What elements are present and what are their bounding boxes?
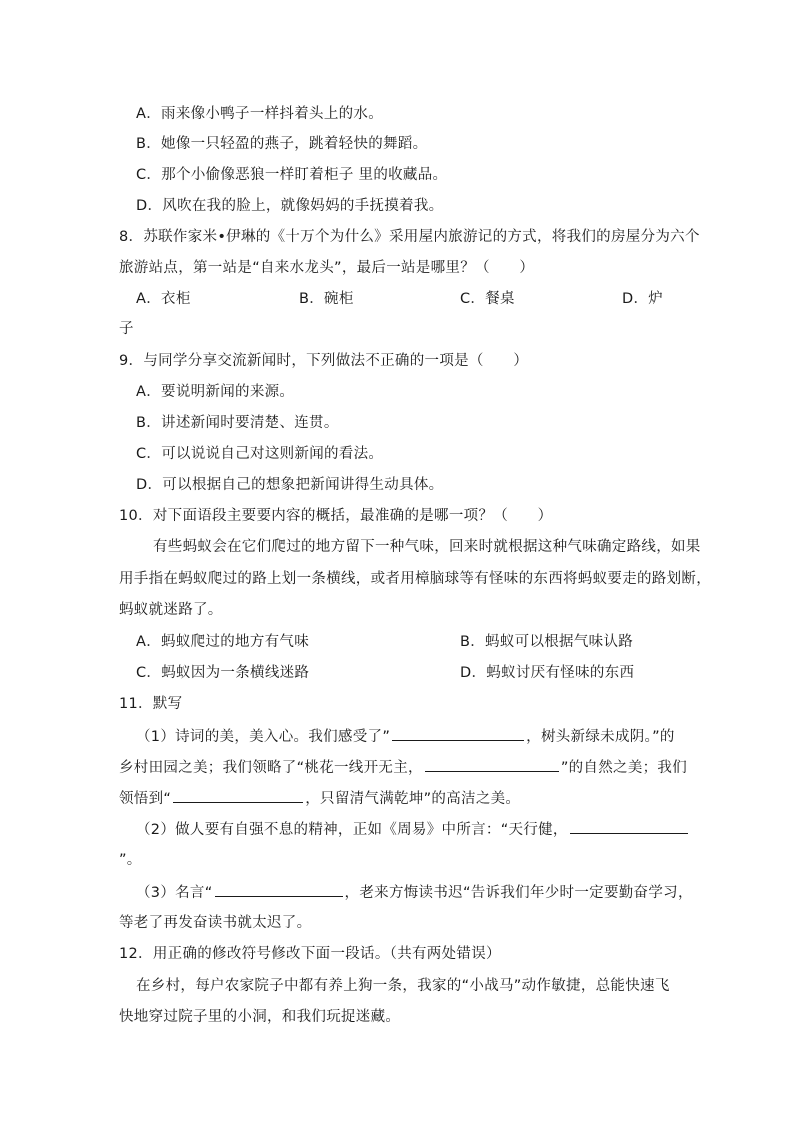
q8-option-a: A．衣柜 [136, 291, 191, 307]
q10-option-c: C．蚂蚁因为一条横线迷路 [136, 665, 310, 681]
q8-stem-line2: 旅游站点，第一站是“自来水龙头”，最后一站是哪里？（ ） [119, 260, 535, 276]
q10-option-b: B．蚂蚁可以根据气味认路 [460, 634, 634, 650]
q11-part1-text-f: ，只留清气满乾坤”的高洁之美。 [305, 791, 521, 807]
q11-part1-line1 [136, 726, 675, 747]
q11-part2-line1 [136, 819, 690, 840]
q10-option-a: A．蚂蚁爬过的地方有气味 [136, 634, 310, 650]
q10-option-d: D．蚂蚁讨厌有怪味的东西 [460, 665, 635, 681]
q7-option-a: A．雨来像小鸭子一样抖着头上的水。 [136, 106, 384, 122]
q11-blank-3[interactable] [173, 788, 303, 803]
q11-part3-line1 [136, 882, 693, 903]
q10-stem: 10．对下面语段主要要内容的概括，最准确的是哪一项？（ ） [119, 508, 553, 524]
q12-stem: 12．用正确的修改符号修改下面一段话。（共有两处错误） [119, 946, 501, 962]
q9-option-d: D．可以根据自己的想象把新闻讲得生动具体。 [136, 477, 444, 493]
q8-stem-line1: 8．苏联作家米•伊琳的《十万个为什么》采用屋内旅游记的方式，将我们的房屋分为六个 [119, 229, 700, 245]
q11-title: 11．默写 [119, 696, 183, 712]
q10-passage-line3: 蚂蚁就迷路了。 [119, 602, 223, 618]
q10-passage-line1: 有些蚂蚁会在它们爬过的地方留下一种气味，回来时就根据这种气味确定路线，如果 [153, 539, 701, 555]
q11-part1-line3 [119, 788, 520, 809]
q11-part1-text-b: ，树头新绿未成阴。”的 [526, 729, 675, 745]
q11-part1-text-c: 乡村田园之美；我们领略了“桃花一线开无主， [119, 760, 423, 776]
q11-part3-text-b: ，老来方悔读书迟“告诉我们年少时一定要勤奋学习， [344, 885, 693, 901]
q7-option-b: B．她像一只轻盈的燕子，跳着轻快的舞蹈。 [136, 136, 428, 152]
q11-part1-text-d: ”的自然之美；我们 [560, 760, 688, 776]
q8-option-b: B．碗柜 [299, 291, 354, 307]
q11-part1-line2 [119, 757, 687, 778]
q11-part2-text-a: （2）做人要有自强不息的精神，正如《周易》中所言：“天行健， [136, 822, 568, 838]
q8-option-d-wrap: 子 [119, 321, 134, 337]
q12-passage-line1: 在乡村，每户农家院子中都有养上狗一条，我家的“小战马”动作敏捷，总能快速飞 [136, 978, 670, 994]
q11-blank-4[interactable] [570, 819, 688, 834]
q11-blank-1[interactable] [392, 726, 524, 741]
q8-option-c: C．餐桌 [460, 291, 515, 307]
q11-part3-line2: 等老了再发奋读书就太迟了。 [119, 915, 312, 931]
q11-blank-5[interactable] [215, 882, 343, 897]
q7-option-d: D．风吹在我的脸上，就像妈妈的手抚摸着我。 [136, 198, 444, 214]
q11-part1-text-a: （1）诗词的美，美入心。我们感受了” [136, 729, 391, 745]
q9-option-a: A．要说明新闻的来源。 [136, 384, 295, 400]
q9-stem: 9．与同学分享交流新闻时，下列做法不正确的一项是（ ） [119, 353, 529, 369]
q10-passage-line2: 用手指在蚂蚁爬过的路上划一条横线，或者用樟脑球等有怪味的东西将蚂蚁要走的路划断， [119, 571, 711, 587]
q7-option-c: C．那个小偷像恶狼一样盯着柜子 里的收藏品。 [136, 167, 448, 183]
q12-passage-line2: 快地穿过院子里的小洞，和我们玩捉迷藏。 [119, 1009, 401, 1025]
q11-blank-2[interactable] [425, 757, 559, 772]
q11-part2-line2: ”。 [119, 852, 142, 868]
q11-part3-text-a: （3）名言“ [136, 885, 213, 901]
q9-option-b: B．讲述新闻时要清楚、连贯。 [136, 415, 339, 431]
q8-option-d: D．炉 [622, 291, 664, 307]
q9-option-c: C．可以说说自己对这则新闻的看法。 [136, 446, 384, 462]
q11-part1-text-e: 领悟到“ [119, 791, 172, 807]
